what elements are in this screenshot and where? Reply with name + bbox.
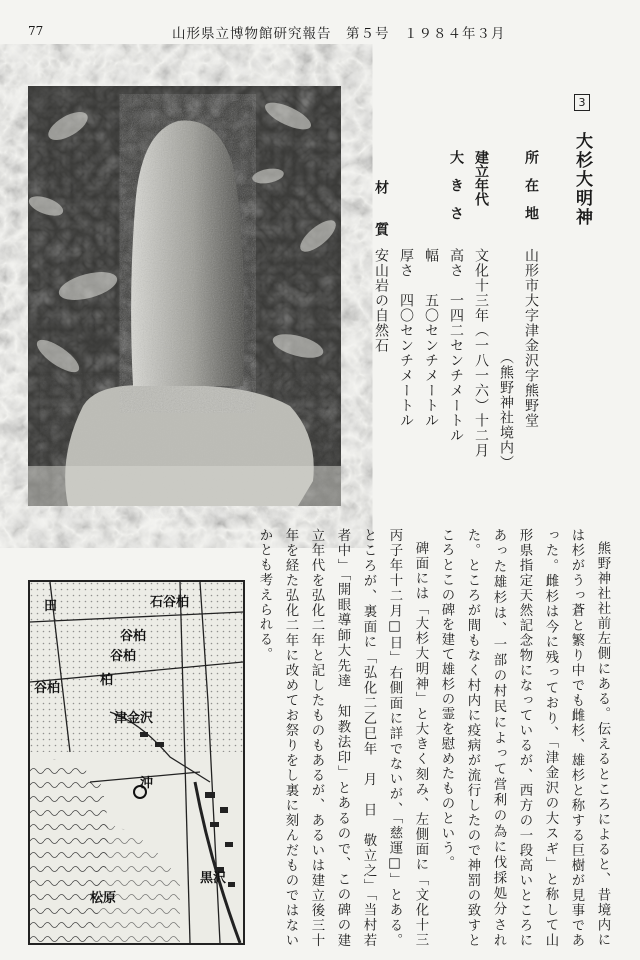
field-value-width: 幅 五〇センチメートル [423,248,439,428]
field-label-material: 材 質 [373,180,389,236]
map-label: 黒沢 [200,871,227,886]
map-label: 津金沢 [114,711,154,726]
field-value-height: 高さ 一四二センチメートル [448,248,464,443]
entry-number: 3 [574,94,590,111]
body-paragraph: 熊野神社社前左側にある。伝えるところによると、昔境内には杉がうっ蒼と繁り中でも雌杉、雄杉と称する巨樹が見事であった。雌杉は今に残っており、「津金沢の大スギ」と称して山形県指定天然記念物になっているが、西方の一段高いところにあった雄杉は、一部の村民によって営利の為に伐採処分された。ところが間もなく村内に疫病が流行したので神罰の致すところとこの碑を建て雄杉の霊を慰めたものという。 [439,528,610,948]
page-header [0,22,640,42]
map-label: 沖 [140,776,154,791]
location-map [28,580,245,945]
field-value-material: 安山岩の自然石 [373,248,389,353]
body-text [257,528,615,948]
map-label: 石谷柏 [150,595,190,610]
map-label: 田 [44,599,58,614]
monument-photo [28,86,341,506]
field-label-location: 所 在 地 [523,150,539,220]
page-number: 77 [28,24,44,38]
map-label: 柏 [100,673,114,688]
map-label: 谷柏 [34,681,61,696]
body-paragraph: 碑面には「大杉大明神」と大きく刻み、左側面に「文化十三丙子年十二月□日」右側面に詳でないが、「慈運□」とある。ところが、裏面に「弘化二乙巳年 月 日 敬立之」「当村若者中」「開眼導師大先達 知教法印」とあるので、この碑の建立年代を弘化二年と記したものもあるが、あるいは建立後三十年を経た弘化二年に改めてお祭りをし裏に刻んだものではないかとも考えられる。 [257,528,428,948]
field-value-thickness: 厚さ 四〇センチメートル [398,248,414,428]
map-label: 谷柏 [120,629,147,644]
map-label: 谷柏 [110,649,137,664]
field-label-year: 建立年代 [473,150,489,206]
field-label-size: 大 き さ [448,150,464,220]
map-label: 松原 [90,891,117,906]
journal-title: 山形県立博物館研究報告 第５号 １９８４年３月 [172,26,506,42]
field-value-location: 山形市大字津金沢字熊野堂 [523,248,539,428]
field-value-location-note: （熊野神社境内） [498,350,514,470]
entry-title: 大杉大明神 [572,132,592,227]
field-value-year: 文化十三年（一八一六）十二月 [473,248,489,458]
